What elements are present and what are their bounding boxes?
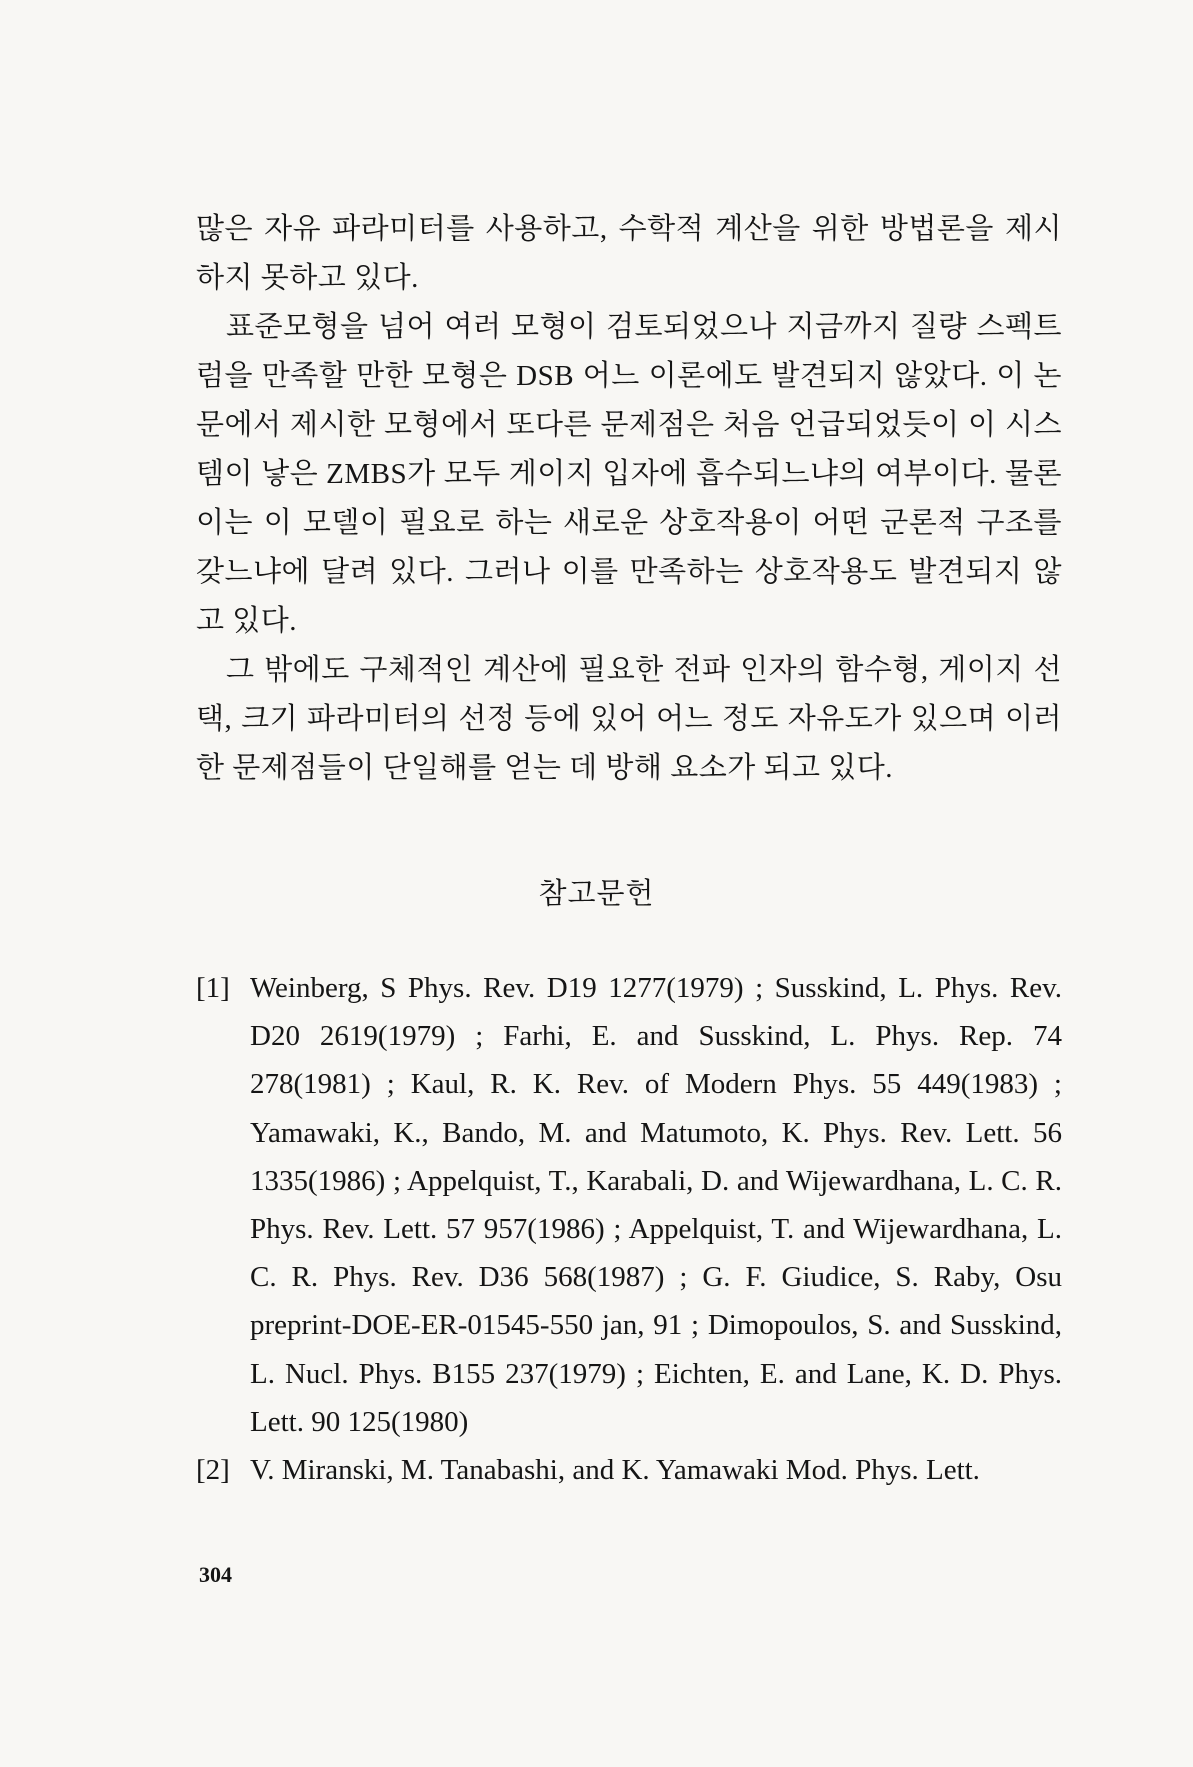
reference-number-1: [1]: [196, 972, 230, 1004]
references-heading: 참고문헌: [538, 878, 655, 910]
page-number: 304: [199, 1562, 232, 1587]
reference-text-1: Weinberg, S Phys. Rev. D19 1277(1979) ; Susskind, L. Phys. Rev. D20 2619(1979) ; Farhi, E. and Susskind, L. Phys. Rep. 74 278(1981) ; Kaul, R. K. Rev. of Modern Phys. 55 449(1983) ; Yamawaki, K., Bando, M. and Matumoto, K. Phys. Rev. Lett. 56 1335(1986) ; Appelquist, T., Karabali, D. and Wijewardhana, L. C. R. Phys. Rev. Lett. 57 957(1986) ; Appelquist, T. and Wijewardhana, L. C. R. Phys. Rev. D36 568(1987) ; G. F. Giudice, S. Raby, Osu preprint-DOE-ER-01545-550 jan, 91 ; Dimopoulos, S. and Susskind, L. Nucl. Phys. B155 237(1979) ; Eichten, E. and Lane, K. D. Phys. Lett. 90 125(1980): [250, 972, 1062, 1438]
reference-item-2: [196, 1446, 1062, 1494]
reference-item-1: [196, 964, 1062, 1446]
paragraph-1: 많은 자유 파라미터를 사용하고, 수학적 계산을 위한 방법론을 제시하지 못하고 있다.: [196, 213, 1062, 294]
reference-number-2: [2]: [196, 1454, 230, 1487]
body-text: [196, 205, 1062, 793]
paragraph-2: 표준모형을 넘어 여러 모형이 검토되었으나 지금까지 질량 스펙트럼을 만족할 만한 모형은 DSB 어느 이론에도 발견되지 않았다. 이 논문에서 제시한 모형에서 또다른 문제점은 처음 언급되었듯이 이 시스템이 낳은 ZMBS가 모두 게이지 입자에 흡수되느냐의 여부이다. 물론 이는 이 모델이 필요로 하는 새로운 상호작용이 어떤 군론적 구조를 갖느냐에 달려 있다. 그러나 이를 만족하는 상호작용도 발견되지 않고 있다.: [196, 311, 1062, 637]
reference-text-2: V. Miranski, M. Tanabashi, and K. Yamawaki Mod. Phys. Lett.: [250, 1454, 980, 1487]
reference-list: [196, 964, 1062, 1494]
paragraph-3: 그 밖에도 구체적인 계산에 필요한 전파 인자의 함수형, 게이지 선택, 크기 파라미터의 선정 등에 있어 어느 정도 자유도가 있으며 이러한 문제점들이 단일해를 얻는 데 방해 요소가 되고 있다.: [196, 654, 1062, 784]
